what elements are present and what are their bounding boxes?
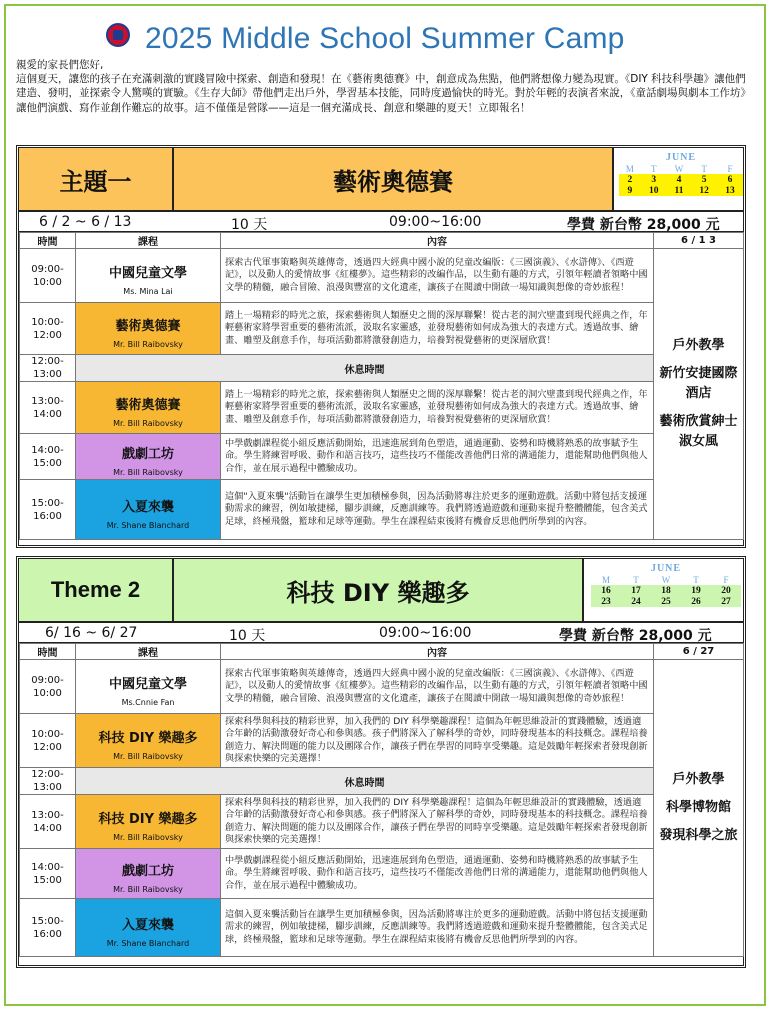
intro-letter bbox=[16, 58, 756, 115]
theme2-banner bbox=[19, 559, 743, 621]
theme2-field-trip: 戶外教學 科學博物館 發現科學之旅 bbox=[654, 660, 744, 957]
course-cell: 中國兒童文學 Ms.Cnnie Fan bbox=[76, 660, 221, 714]
col-date: 6 / 1 3 bbox=[654, 233, 744, 249]
course-cell: 科技 DIY 樂趣多 Mr. Bill Raibovsky bbox=[76, 795, 221, 849]
course-cell: 入夏來襲 Mr. Shane Blanchard bbox=[76, 480, 221, 540]
page-title: 2025 Middle School Summer Camp bbox=[145, 22, 625, 55]
theme2-days: 10 天 bbox=[229, 628, 266, 644]
table-row: 15:00- 16:00 入夏來襲 Mr. Shane Blanchard 這個入夏來襲活動旨在讓學生更加積極參與，因為活動將專注於更多的運動遊戲。活動中將包括支援運動需求的練習，例如敏捷梯，腳步訓練，反應訓練等。我們將透過遊戲和運動來提升整體體能，包含美式足球，終極飛盤，籃球和足球等運動。學生在課程結束後將有機會反思他們所學到的內容。 bbox=[20, 899, 744, 957]
col-time: 時間 bbox=[20, 644, 76, 660]
school-crest-icon bbox=[106, 23, 130, 47]
theme1-name: 藝術奧德賽 bbox=[174, 148, 614, 210]
col-content: 內容 bbox=[221, 644, 654, 660]
col-course: 課程 bbox=[76, 644, 221, 660]
col-time: 時間 bbox=[20, 233, 76, 249]
calendar-month: JUNE bbox=[650, 563, 682, 574]
table-row: 13:00- 14:00 科技 DIY 樂趣多 Mr. Bill Raibovsky 探索科學與科技的精彩世界，加入我們的 DIY 科學樂趣課程！這個為年輕思維設計的實踐體驗，透過適合年齡的活動激發好奇心和參與感。孩子們將深入了解科學的奇妙，同時發現基本的科技概念。課程培養創造力、解決問題的能力以及團隊合作，讓孩子們在學習的同時享受樂趣。這是鼓勵年輕探索者發現創新與探索快樂的完美選擇！ bbox=[20, 795, 744, 849]
calendar-month: JUNE bbox=[665, 152, 697, 163]
theme1-hours: 09:00~16:00 bbox=[389, 214, 482, 230]
theme2-hours: 09:00~16:00 bbox=[379, 625, 472, 641]
table-row: 09:00- 10:00 中國兒童文學 Ms. Mina Lai 探索古代軍事策略與英雄傳奇，透過四大經典中國小說的兒童改編版：《三國演義》、《水滸傳》、《西遊記》，以及動人的愛情故事《紅樓夢》。這些精彩的改編作品，以生動有趣的方式，引領年輕讀者領略中國文學的精髓，融合冒險、浪漫與豐富的文化遺產，讓孩子在閱讀中開啟一場知識與想像的奇妙旅程！ 戶外教學 新竹安捷國際酒店 藝術欣賞紳士淑女風 bbox=[20, 249, 744, 303]
theme2-info bbox=[19, 621, 743, 643]
course-cell: 戲劇工坊 Mr. Bill Raibovsky bbox=[76, 849, 221, 899]
header bbox=[0, 10, 770, 56]
theme2-calendar: JUNE M T W T F 16 17 18 19 20 23 24 25 26 27 bbox=[591, 563, 741, 617]
theme2-section bbox=[16, 556, 746, 968]
table-row: 10:00- 12:00 藝術奧德賽 Mr. Bill Raibovsky 踏上一場精彩的時光之旅，探索藝術與人類歷史之間的深厚聯繫！從古老的洞穴壁畫到現代經典之作，年輕藝術家將學習重要的藝術流派，汲取名家靈感，並發現藝術如何成為強大的表達方式。透過故事、繪畫、雕塑及創意手作，每項活動都將激發創造力，培養對視覺藝術的更深層欣賞！ bbox=[20, 303, 744, 355]
course-cell: 科技 DIY 樂趣多 Mr. Bill Raibovsky bbox=[76, 714, 221, 768]
course-cell: 中國兒童文學 Ms. Mina Lai bbox=[76, 249, 221, 303]
table-row: 14:00- 15:00 戲劇工坊 Mr. Bill Raibovsky 中學戲劇課程從小組反應活動開始，迅速進展到角色塑造，通過運動、姿勢和時機將熟悉的故事賦予生命。學生將練習呼吸、動作和語言技巧，這些技巧不僅能改善他們日常的溝通能力，還能幫助他們與他人合作，並在展示過程中體驗成功。 bbox=[20, 434, 744, 480]
theme1-schedule bbox=[19, 232, 744, 540]
table-row: 15:00- 16:00 入夏來襲 Mr. Shane Blanchard 這個"入夏來襲"活動旨在讓學生更加積極參與，因為活動將專注於更多的運動遊戲。活動中將包括支援運動需求的練習，例如敏捷梯，腳步訓練，反應訓練等。我們將透過遊戲和運動來提升整體體能，包含美式足球，終極飛盤，籃球和足球等運動。學生在課程結束後將有機會反思他們所學到的內容。 bbox=[20, 480, 744, 540]
theme1-section bbox=[16, 145, 746, 548]
theme1-info bbox=[19, 210, 743, 232]
table-row: 10:00- 12:00 科技 DIY 樂趣多 Mr. Bill Raibovsky 探索科學與科技的精彩世界，加入我們的 DIY 科學樂趣課程！這個為年輕思維設計的實踐體驗，透過適合年齡的活動激發好奇心和參與感。孩子們將深入了解科學的奇妙，同時發現基本的科技概念。課程培養創造力、解決問題的能力以及團隊合作，讓孩子們在學習的同時享受樂趣。這是鼓勵年輕探索者發現創新與探索快樂的完美選擇！ bbox=[20, 714, 744, 768]
theme1-field-trip: 戶外教學 新竹安捷國際酒店 藝術欣賞紳士淑女風 bbox=[654, 249, 744, 540]
theme2-label: Theme 2 bbox=[19, 559, 174, 621]
col-date: 6 / 27 bbox=[654, 644, 744, 660]
break-row: 12:00- 13:00 休息時間 bbox=[20, 768, 744, 795]
course-cell: 藝術奧德賽 Mr. Bill Raibovsky bbox=[76, 382, 221, 434]
theme1-banner bbox=[19, 148, 743, 210]
theme1-days: 10 天 bbox=[231, 217, 268, 233]
theme2-name: 科技 DIY 樂趣多 bbox=[174, 559, 584, 621]
greeting: 親愛的家長們您好, bbox=[16, 59, 104, 71]
theme1-label: 主題一 bbox=[19, 148, 174, 210]
theme1-fee: 學費 新台幣 28,000 元 bbox=[567, 217, 720, 233]
course-cell: 入夏來襲 Mr. Shane Blanchard bbox=[76, 899, 221, 957]
intro-body: 這個夏天，讓您的孩子在充滿刺激的實踐冒險中探索、創造和發現！在《藝術奧德賽》中，創意成為焦點，他們將想像力變為現實。《DIY 科技科學趣》讓他們建造、發明，並探索令人驚嘆的實驗。《生存大師》帶他們走出戶外，學習基本技能，同時度過愉快的時光。對於年輕的表演者來說，《童話劇場與劇本工作坊》讓他們演戲、寫作並創作難忘的故事。這不僅僅是營隊——這是一個充滿成長、創意和樂趣的夏天！立即報名！ bbox=[16, 73, 751, 114]
theme2-schedule bbox=[19, 643, 744, 957]
course-cell: 藝術奧德賽 Mr. Bill Raibovsky bbox=[76, 303, 221, 355]
theme1-calendar: JUNE M T W T F 2 3 4 5 6 9 10 11 12 13 bbox=[619, 152, 743, 206]
table-row: 13:00- 14:00 藝術奧德賽 Mr. Bill Raibovsky 踏上一場精彩的時光之旅，探索藝術與人類歷史之間的深厚聯繫！從古老的洞穴壁畫到現代經典之作，年輕藝術家將學習重要的藝術流派，汲取名家靈感，並發現藝術如何成為強大的表達方式。透過故事、繪畫、雕塑及創意手作，每項活動都將激發創造力，培養對視覺藝術的更深層欣賞！ bbox=[20, 382, 744, 434]
theme2-dates: 6/ 16 ~ 6/ 27 bbox=[45, 625, 138, 641]
table-row: 09:00- 10:00 中國兒童文學 Ms.Cnnie Fan 探索古代軍事策略與英雄傳奇，透過四大經典中國小說的兒童改編版：《三國演義》、《水滸傳》、《西遊記》，以及動人的愛情故事《紅樓夢》。這些精彩的改編作品，以生動有趣的方式，引領年輕讀者領略中國文學的精髓，融合冒險、浪漫與豐富的文化遺產，讓孩子在閱讀中開啟一場知識與想像的奇妙旅程！ 戶外教學 科學博物館 發現科學之旅 bbox=[20, 660, 744, 714]
col-content: 內容 bbox=[221, 233, 654, 249]
theme2-fee: 學費 新台幣 28,000 元 bbox=[559, 628, 712, 644]
table-row: 14:00- 15:00 戲劇工坊 Mr. Bill Raibovsky 中學戲劇課程從小組反應活動開始，迅速進展到角色塑造，通過運動、姿勢和時機將熟悉的故事賦予生命。學生將練習呼吸、動作和語言技巧，這些技巧不僅能改善他們日常的溝通能力，還能幫助他們與他人合作，並在展示過程中體驗成功。 bbox=[20, 849, 744, 899]
course-cell: 戲劇工坊 Mr. Bill Raibovsky bbox=[76, 434, 221, 480]
col-course: 課程 bbox=[76, 233, 221, 249]
break-row: 12:00- 13:00 休息時間 bbox=[20, 355, 744, 382]
theme1-dates: 6 / 2 ~ 6 / 13 bbox=[39, 214, 132, 230]
